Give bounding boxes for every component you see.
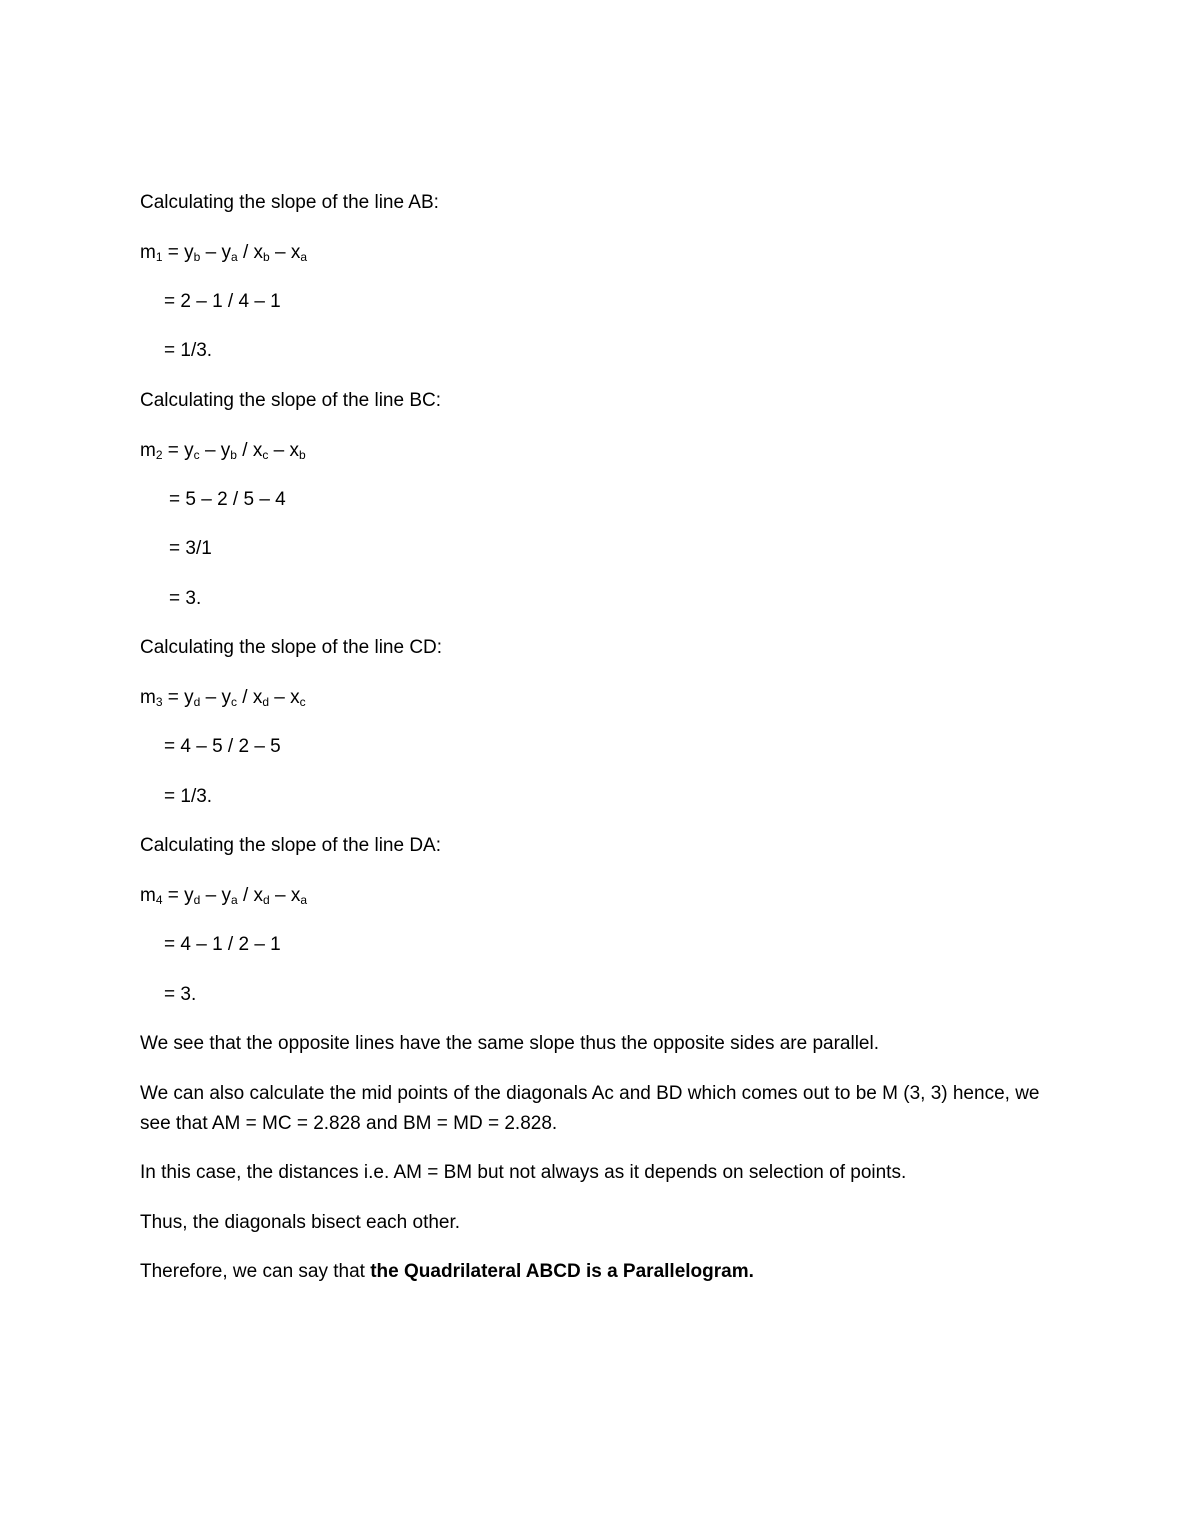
step-da-2: = 3. <box>164 984 197 1005</box>
final-statement <box>140 1260 754 1284</box>
step-ab-2: = 1/3. <box>164 340 213 361</box>
step-bc-3: = 3. <box>169 588 202 609</box>
final-prefix: Therefore, we can say that <box>140 1261 371 1282</box>
bisect-statement: Thus, the diagonals bisect each other. <box>140 1212 461 1233</box>
final-conclusion: the Quadrilateral ABCD is a Parallelogram. <box>370 1261 754 1282</box>
step-ab-1: = 2 – 1 / 4 – 1 <box>164 291 281 312</box>
formula-m3: $m_3 = y_d - y_c / x_d - x_c$ <box>140 687 306 709</box>
step-bc-1: = 5 – 2 / 5 – 4 <box>169 489 286 510</box>
step-da-1: = 4 – 1 / 2 – 1 <box>164 934 281 955</box>
distances-statement: In this case, the distances i.e. AM = BM but not always as it depends on selection of points. <box>140 1162 907 1183</box>
heading-slope-ab: Calculating the slope of the line AB: <box>140 192 439 213</box>
heading-slope-bc: Calculating the slope of the line BC: <box>140 390 442 411</box>
midpoints-statement: We can also calculate the mid points of the diagonals Ac and BD which comes out to be M (3, 3) hence, we see that AM = MC = 2.828 and BM = MD = 2.828. <box>140 1083 1040 1134</box>
step-cd-2: = 1/3. <box>164 786 213 807</box>
step-cd-1: = 4 – 5 / 2 – 5 <box>164 736 281 757</box>
step-bc-2: = 3/1 <box>169 538 212 559</box>
formula-m1: $m_1 = y_b - y_a / x_b - x_a$ <box>140 242 308 264</box>
formula-m2: $m_2 = y_c - y_b / x_c - x_b$ <box>140 440 306 462</box>
formula-m4: $m_4 = y_d - y_a / x_d - x_a$ <box>140 885 308 907</box>
parallel-statement: We see that the opposite lines have the same slope thus the opposite sides are parallel. <box>140 1033 879 1054</box>
heading-slope-cd: Calculating the slope of the line CD: <box>140 637 443 658</box>
heading-slope-da: Calculating the slope of the line DA: <box>140 835 442 856</box>
